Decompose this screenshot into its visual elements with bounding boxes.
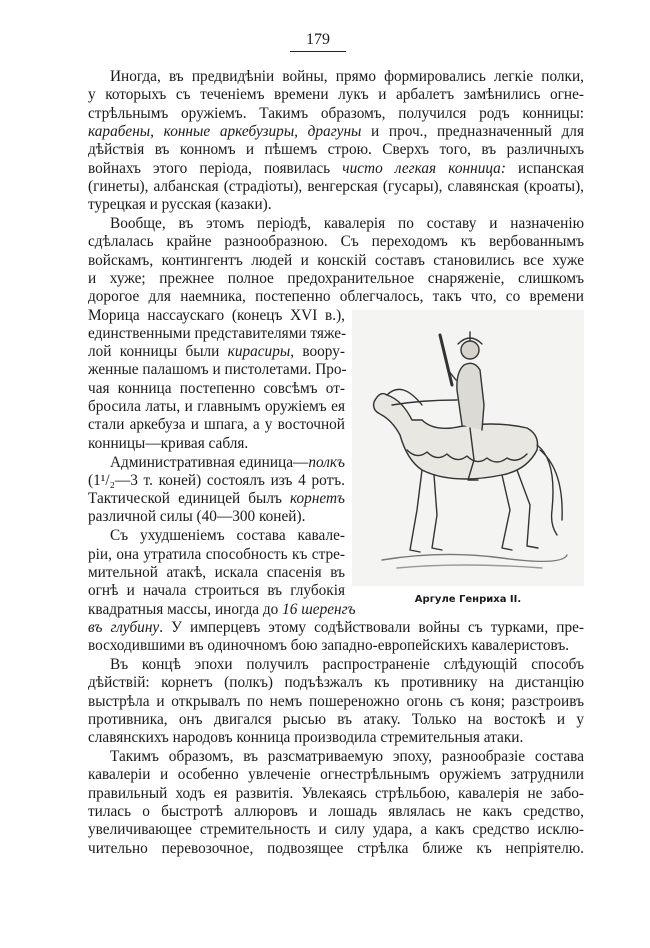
emphasis-text: чисто легкая конница: [342, 159, 506, 177]
text-line [88, 637, 584, 655]
emphasis-text: 16 шеренгъ [282, 600, 356, 618]
text-line [88, 435, 345, 453]
text-line [88, 674, 584, 692]
text-line [88, 527, 345, 545]
emphasis-text: въ глубину [88, 618, 160, 636]
text-segment: испанская [505, 159, 584, 177]
text-segment: Съ ухудшеніемъ состава кавале- [110, 527, 345, 545]
text-segment: противника, онъ двигался рысью въ атаку. Только на востокѣ и у [88, 710, 584, 728]
text-line [88, 803, 584, 821]
text-line [88, 656, 584, 674]
text-segment: дѣйствія въ конномъ и пѣшемъ строю. Сверхъ того, въ различныхъ [88, 141, 584, 159]
text-line [88, 600, 356, 619]
text-segment: тилась о быстротѣ аллюровъ и лошадь являлась не какъ средство, [88, 803, 584, 820]
text-segment: конницы—кривая сабля. [88, 434, 249, 452]
text-segment: огнѣ и начала строиться въ глубокія [88, 582, 345, 600]
text-line [88, 619, 584, 637]
text-segment: Въ концѣ эпохи получилъ распространеніе слѣдующій способъ [110, 656, 584, 673]
text-segment: воору- [294, 343, 345, 361]
illustration-horseman [352, 310, 584, 586]
text-segment: дѣйствій: корнетъ (полкъ) подъѣзжалъ къ противнику на дистанцію [88, 674, 584, 692]
text-line [88, 233, 584, 251]
text-line [88, 325, 345, 343]
text-line [88, 821, 584, 839]
text-segment: сдѣлалась крайне разнообразною. Съ переходомъ къ вербованнымъ [88, 233, 584, 251]
text-segment: Тактической единицей былъ [88, 490, 290, 508]
text-segment: мительной атакѣ, искала спасенія въ [88, 563, 345, 581]
text-line [88, 840, 584, 858]
text-line [88, 86, 584, 104]
text-segment: стрѣльнымъ оружіемъ. Такимъ образомъ, получился родъ конницы: [88, 104, 584, 122]
text-line [88, 252, 584, 270]
text-line [88, 711, 584, 729]
text-line [88, 693, 584, 711]
text-line [88, 361, 345, 379]
text-segment: квадратныя массы, иногда до [88, 600, 283, 618]
text-line [88, 582, 345, 600]
emphasis-text: кирасиры, [227, 343, 295, 361]
text-segment: восходившими въ одиночномъ бою западно-европейскихъ кавалеристовъ. [88, 637, 570, 655]
text-line [88, 454, 345, 472]
text-segment: Морица нассаускаго (конецъ XVI в.), [88, 306, 345, 324]
text-segment: и проч., предназначенный для [361, 122, 584, 140]
text-segment: Вообще, въ этомъ періодѣ, кавалерія по составу и назначенію [110, 215, 584, 232]
text-line [88, 380, 345, 398]
text-line [88, 123, 584, 141]
text-segment: бросила латы, и главнымъ оружіемъ ея [88, 398, 345, 415]
text-line [88, 729, 584, 747]
text-segment: Такимъ образомъ, въ разсматриваемую эпоху, разнообразіе состава [110, 748, 584, 766]
text-line [88, 785, 584, 803]
text-segment: Административная единица— [110, 453, 309, 471]
text-line [88, 270, 584, 288]
text-line [88, 490, 345, 508]
text-line [88, 508, 345, 526]
figure-caption: Аргуле Генриха II. [414, 594, 522, 605]
text-segment: увеличивающее стремительность и силу удара, а какъ средство исклю- [88, 821, 584, 839]
text-segment: кавалеріи и особенно увлеченіе огнестрѣльнымъ оружіемъ затруднили [88, 766, 584, 784]
text-segment: Иногда, въ предвидѣніи войны, прямо формировались легкіе полки, [110, 68, 584, 85]
text-segment: у которыхъ съ теченіемъ времени лукъ и арбалетъ замѣнились огне- [88, 86, 584, 104]
text-line [88, 288, 584, 306]
text-line [88, 766, 584, 784]
text-segment: лой конницы были [88, 343, 228, 361]
text-segment: . У имперцевъ этому содѣйствовали войны съ турками, пре- [159, 618, 584, 636]
emphasis-text: карабены, конные аркебузиры, драгуны [88, 122, 362, 140]
text-line [88, 160, 584, 178]
text-segment: (гинеты), албанская (страдіоты), венгерская (гусары), славянская (кроаты), [88, 177, 584, 195]
text-segment: (1¹/₂—3 т. коней) состоялъ изъ 4 ротъ. [88, 471, 345, 489]
page-number: 179 [290, 30, 346, 52]
text-segment: различной силы (40—300 коней). [88, 508, 306, 526]
text-line [88, 398, 345, 416]
text-line [88, 178, 584, 196]
text-line [88, 748, 584, 766]
text-line [88, 215, 584, 233]
text-line [88, 307, 345, 325]
text-segment: единственными представителями тяже- [88, 324, 347, 342]
text-line [88, 141, 584, 159]
horseman-engraving-icon [352, 310, 584, 586]
text-segment: турецкая и русская (казаки). [88, 196, 272, 214]
text-segment: дорогое для наемника, постепенно облегчалось, такъ что, со времени [88, 288, 584, 306]
text-line [88, 472, 345, 490]
text-segment: женные палашомъ и пистолетами. Про- [88, 361, 347, 379]
text-line [88, 105, 584, 123]
text-line [88, 546, 345, 564]
emphasis-text: полкъ [308, 453, 345, 471]
text-line [88, 416, 345, 434]
text-line [88, 68, 584, 86]
text-segment: ріи, она утратила способность къ стре- [88, 545, 345, 563]
text-segment: славянскихъ народовъ конница производила стремительныя атаки. [88, 729, 524, 747]
text-segment: стали аркебуза и шпага, а у восточной [88, 416, 345, 434]
text-line [88, 564, 345, 582]
text-line [88, 343, 345, 361]
emphasis-text: корнетъ [289, 490, 345, 508]
text-segment: чая конница постепенно совсѣмъ от- [88, 379, 345, 397]
text-segment: правильный ходъ ея развитія. Увлекаясь стрѣльбою, кавалерія не забо- [88, 784, 584, 802]
text-segment: войскамъ, контингентъ людей и конскій составъ становились все хуже [88, 251, 584, 269]
text-segment: выстрѣла и открывалъ по немъ пошереножно огонь съ коня; разстроивъ [88, 692, 584, 710]
text-segment: войнахъ этого періода, появилась [88, 159, 343, 177]
text-segment: чительно перевозочное, подвозящее стрѣлка ближе къ непріятелю. [88, 839, 584, 857]
text-line [88, 196, 584, 214]
text-segment: и хуже; прежнее полное предохранительное снаряженіе, слишкомъ [88, 269, 584, 287]
